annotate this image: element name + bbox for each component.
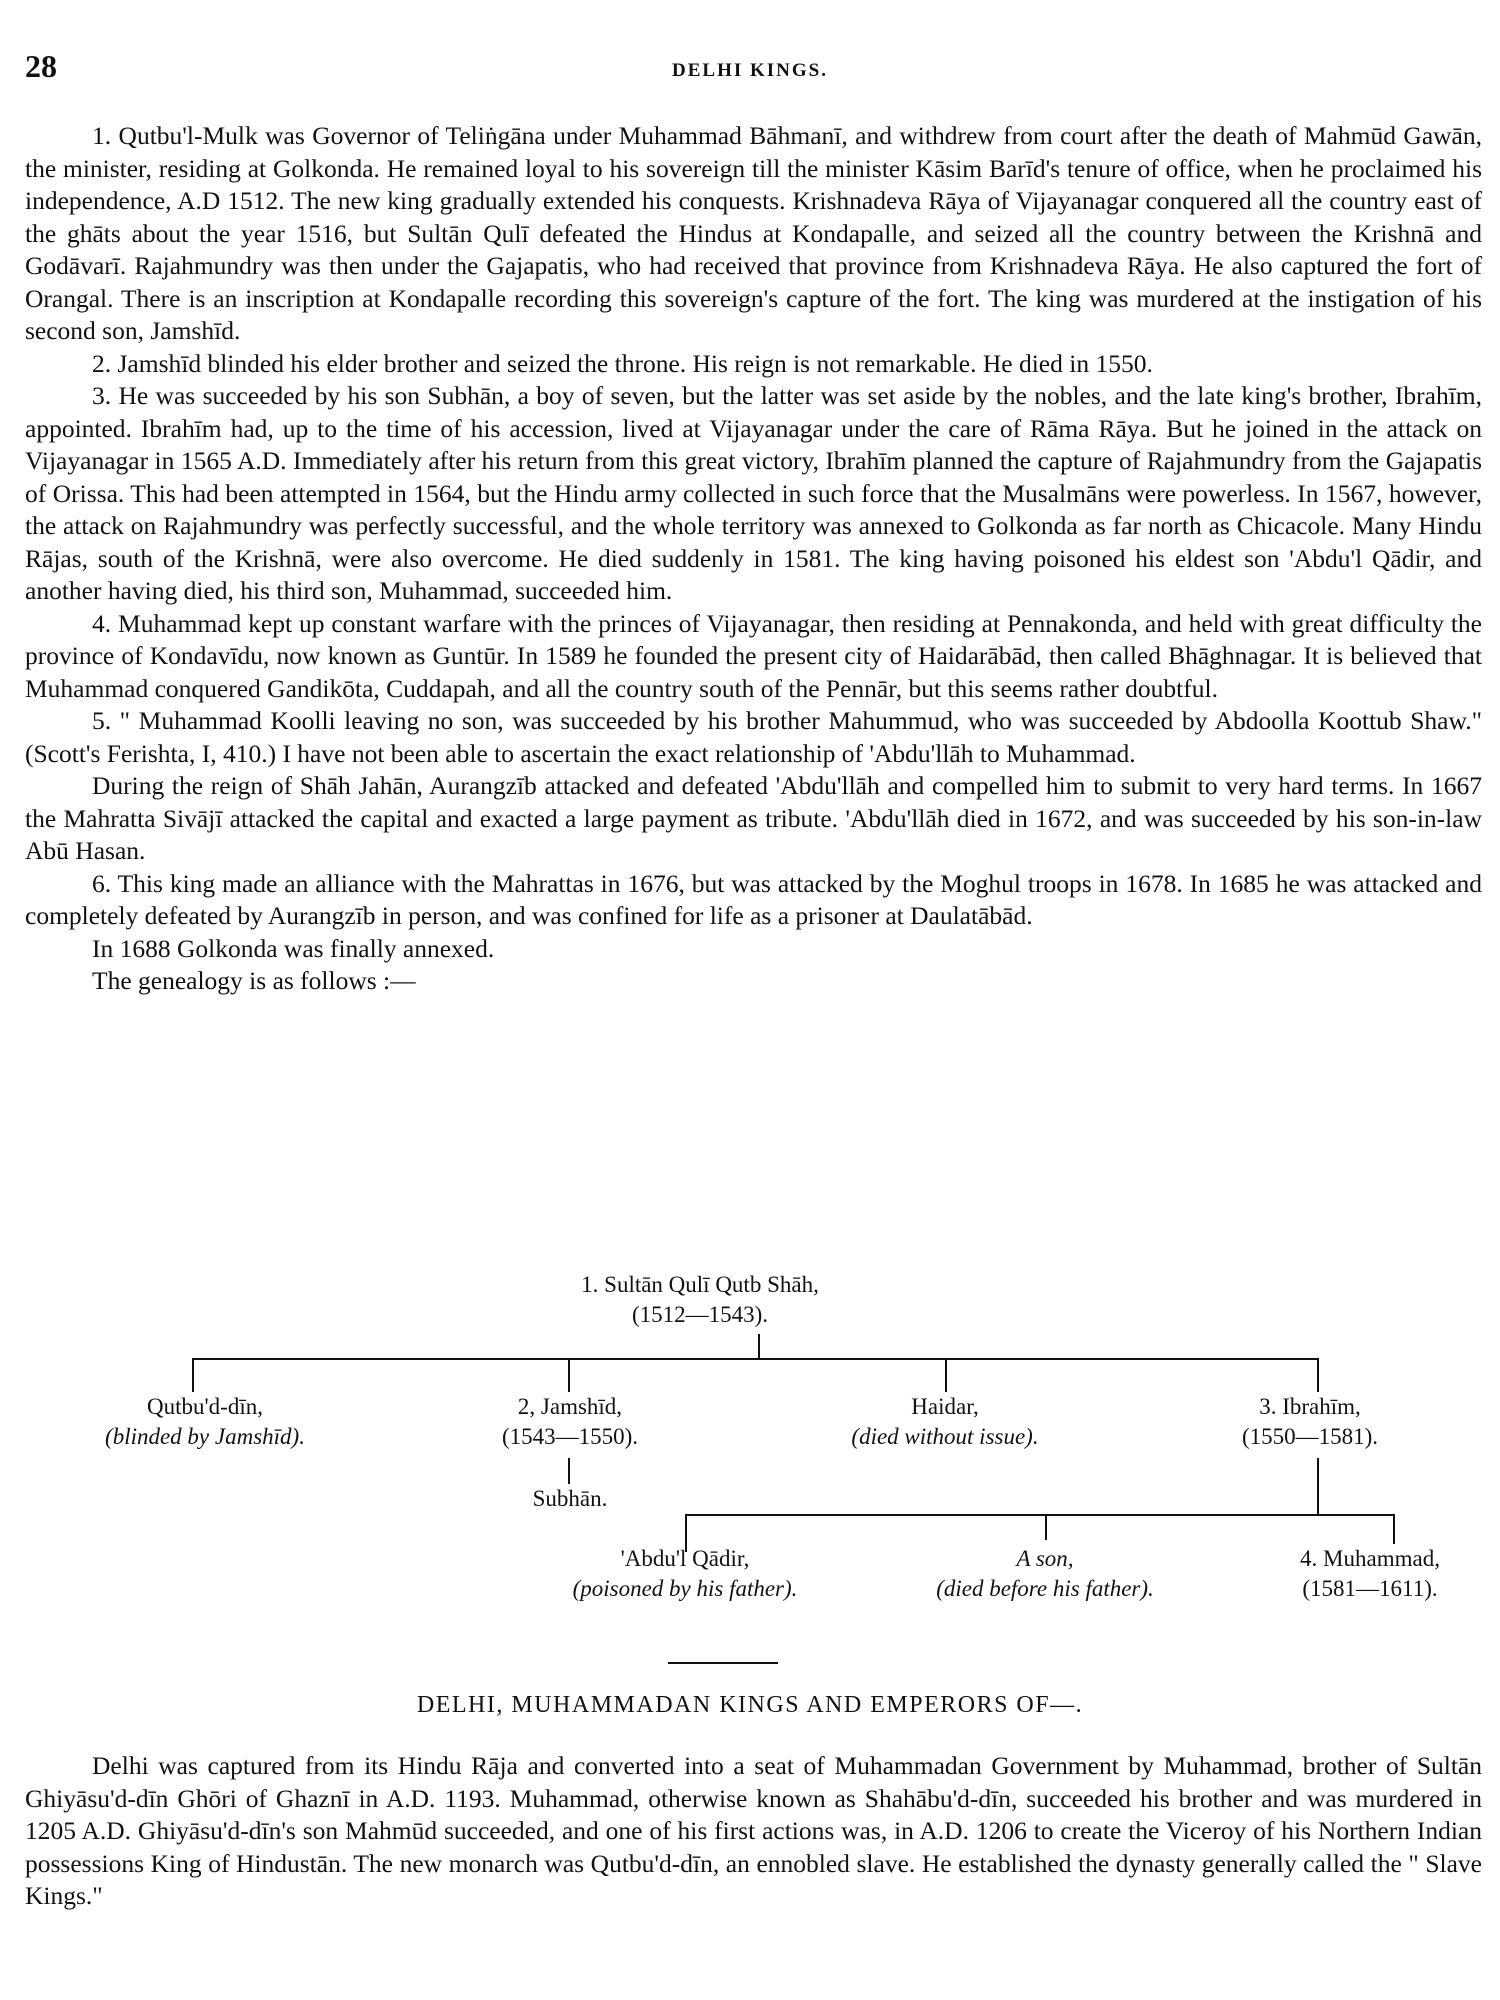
ibrahim-dates: (1550—1581). — [1241, 1424, 1379, 1449]
qutbuddin-name: Qutbu'd-dīn, — [147, 1394, 263, 1419]
section-paragraph: Delhi was captured from its Hindu Rāja and converted into a seat of Muhammadan Government by Muhammad, brother of Sultān Ghiyāsu'd-dīn Ghōri of Ghaznī in A.D. 1193. Muhammad, otherwise known as Shahābu'd-dīn, succeeded his brother and was murdered in 1205 A.D. Ghiyāsu'd-dīn's son Mahmūd succeeded, and one of his first actions was, in A.D. 1206 to create the Viceroy of his Northern Indian possessions King of Hindustān. The new monarch was Qutbu'd-dīn, an ennobled slave. He established the dynasty generally called the " Slave Kings." — [25, 1751, 1482, 1910]
connector-line — [1317, 1458, 1319, 1514]
paragraph-annexed: In 1688 Golkonda was finally annexed. — [92, 933, 495, 963]
page-number: 28 — [25, 48, 57, 84]
muhammad-name: 4. Muhammad, — [1300, 1546, 1440, 1571]
abdul-qadir-note: (poisoned by his father). — [572, 1576, 798, 1601]
haidar-note: (died without issue). — [851, 1424, 1039, 1449]
paragraph-5: 5. " Muhammad Koolli leaving no son, was succeeded by his brother Mahummud, who was succeeded by Abdoolla Koottub Shaw." (Scott's Ferishta, I, 410.) I have not been able to ascertain the exact relationship of 'Abdu'llāh to Muhammad. — [25, 706, 1482, 768]
connector-line — [192, 1358, 1319, 1360]
section-title: DELHI, MUHAMMADAN KINGS AND EMPERORS OF—. — [416, 1692, 1084, 1718]
tree-node-subhan — [470, 1484, 670, 1514]
section-body — [25, 1750, 1482, 1913]
genealogy-tree — [0, 1270, 1500, 1630]
paragraph-2: 2. Jamshīd blinded his elder brother and seized the throne. His reign is not remarkable. He died in 1550. — [92, 348, 1153, 378]
connector-line — [568, 1358, 570, 1392]
connector-line — [568, 1458, 570, 1484]
connector-line — [758, 1334, 760, 1358]
connector-line — [945, 1358, 947, 1392]
section-separator — [668, 1662, 778, 1664]
connector-line — [192, 1358, 194, 1392]
connector-line — [685, 1514, 1395, 1516]
root-dates: (1512—1543). — [631, 1302, 769, 1327]
ibrahim-name: 3. Ibrahīm, — [1259, 1394, 1361, 1419]
paragraph-4: 4. Muhammad kept up constant warfare with the princes of Vijayanagar, then residing at Pennakonda, and held with great difficulty the province of Kondavīdu, now known as Guntūr. In 1589 he founded the present city of Haidarābād, then called Bhāghnagar. It is believed that Muhammad conquered Gandikōta, Cuddapah, and all the country south of the Pennār, but this seems rather doubtful. — [25, 608, 1482, 703]
haidar-name: Haidar, — [911, 1394, 979, 1419]
tree-node-abdul-qadir — [520, 1544, 850, 1604]
muhammad-dates: (1581—1611). — [1302, 1576, 1438, 1601]
jamshid-dates: (1543—1550). — [501, 1424, 639, 1449]
tree-node-a-son — [885, 1544, 1205, 1604]
paragraph-genealogy-intro: The genealogy is as follows :— — [92, 966, 416, 995]
tree-node-qutbuddin — [55, 1392, 355, 1452]
connector-line — [1393, 1514, 1395, 1544]
root-name: 1. Sultān Qulī Qutb Shāh, — [581, 1272, 819, 1297]
body-text — [25, 120, 1482, 998]
connector-line — [1045, 1514, 1047, 1540]
tree-node-haidar — [775, 1392, 1115, 1452]
paragraph-1: 1. Qutbu'l-Mulk was Governor of Teliṅgāna under Muhammad Bāhmanī, and withdrew from court after the death of Mahmūd Gawān, the minister, residing at Golkonda. He remained loyal to his sovereign till the minister Kāsim Barīd's tenure of office, when he proclaimed his independence, A.D 1512. The new king gradually extended his conquests. Krishnadeva Rāya of Vijayanagar conquered all the country east of the ghāts about the year 1516, but Sultān Qulī defeated the Hindus at Kondapalle, and seized all the country between the Krishnā and Godāvarī. Rajahmundry was then under the Gajapatis, who had received that province from Krishnadeva Rāya. He also captured the fort of Orangal. There is an inscription at Kondapalle recording this sovereign's capture of the fort. The king was murdered at the instigation of his second son, Jamshīd. — [25, 121, 1482, 345]
qutbuddin-note: (blinded by Jamshīd). — [105, 1424, 305, 1449]
running-title: DELHI KINGS. — [672, 60, 828, 81]
tree-node-ibrahim — [1180, 1392, 1440, 1452]
jamshid-name: 2, Jamshīd, — [517, 1394, 623, 1419]
tree-node-root — [470, 1270, 930, 1330]
abdul-qadir-name: 'Abdu'l Qādir, — [620, 1546, 750, 1571]
a-son-name: A son, — [1016, 1546, 1074, 1571]
paragraph-6: 6. This king made an alliance with the Mahrattas in 1676, but was attacked by the Moghul troops in 1678. In 1685 he was attacked and completely defeated by Aurangzīb in person, and was confined for life as a prisoner at Daulatābād. — [25, 868, 1482, 930]
a-son-note: (died before his father). — [936, 1576, 1154, 1601]
tree-node-muhammad — [1255, 1544, 1485, 1604]
subhan-name: Subhān. — [532, 1486, 608, 1511]
paragraph-aurangzib: During the reign of Shāh Jahān, Aurangzīb attacked and defeated 'Abdu'llāh and compelled him to submit to very hard terms. In 1667 the Mahratta Sivājī attacked the capital and exacted a large payment as tribute. 'Abdu'llāh died in 1672, and was succeeded by his son-in-law Abū Hasan. — [25, 771, 1482, 865]
tree-node-jamshid — [420, 1392, 720, 1452]
paragraph-3: 3. He was succeeded by his son Subhān, a boy of seven, but the latter was set aside by the nobles, and the late king's brother, Ibrahīm, appointed. Ibrahīm had, up to the time of his accession, lived at Vijayanagar under the care of Rāma Rāya. But he joined in the attack on Vijayanagar in 1565 A.D. Immediately after his return from this great victory, Ibrahīm planned the capture of Rajahmundry from the Gajapatis of Orissa. This had been attempted in 1564, but the Hindu army collected in such force that the Musalmāns were powerless. In 1567, however, the attack on Rajahmundry was perfectly successful, and the whole territory was annexed to Golkonda as far north as Chicacole. Many Hindu Rājas, south of the Krishnā, were also overcome. He died suddenly in 1581. The king having poisoned his eldest son 'Abdu'l Qādir, and another having died, his third son, Muhammad, succeeded him. — [25, 381, 1482, 605]
connector-line — [1317, 1358, 1319, 1392]
